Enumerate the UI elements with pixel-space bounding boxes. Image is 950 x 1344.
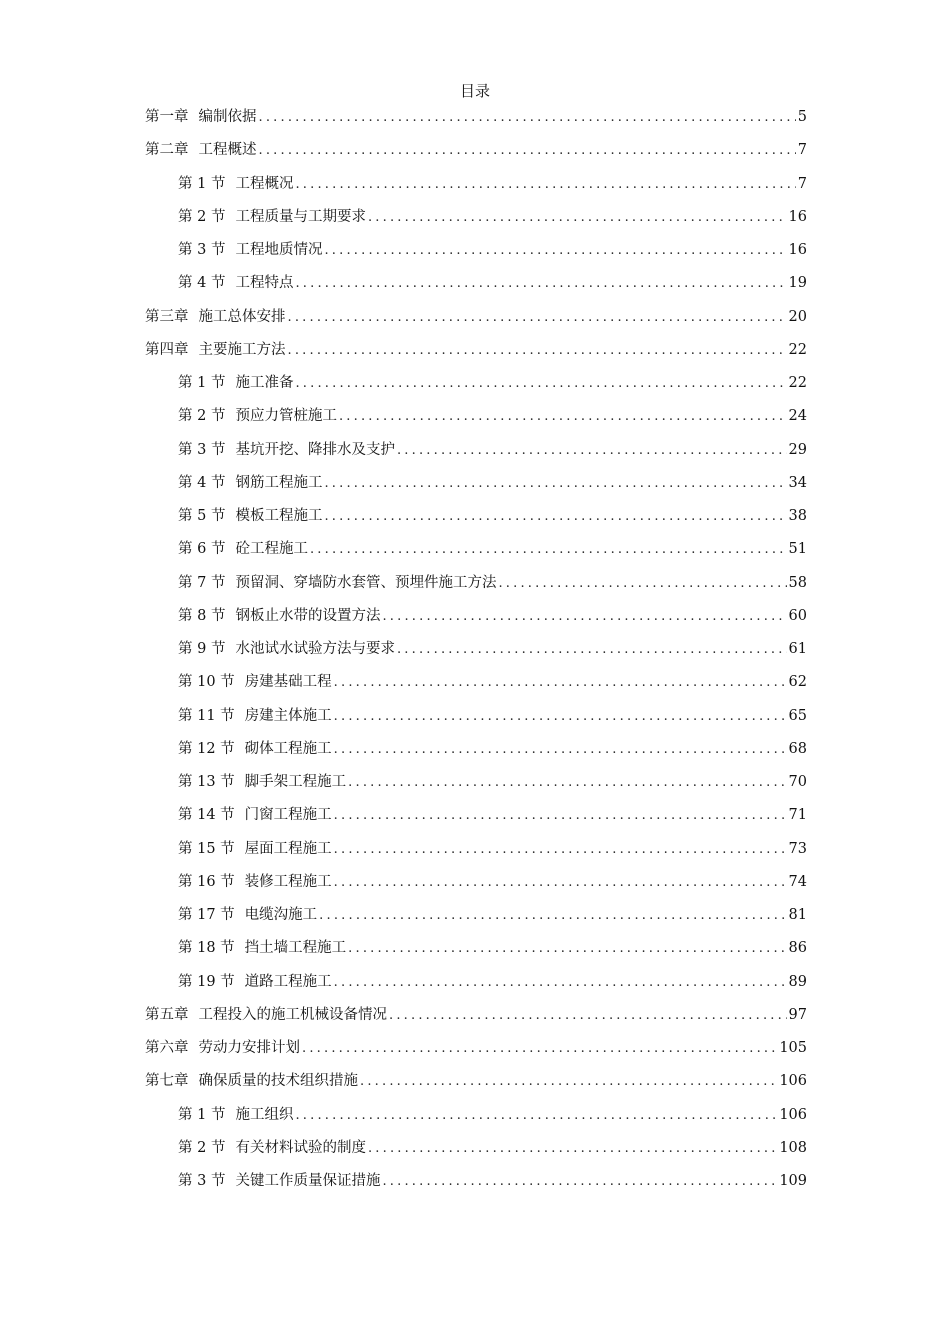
toc-entry[interactable] bbox=[145, 1036, 807, 1060]
toc-entry-page: 7 bbox=[797, 175, 807, 192]
toc-entry-page: 24 bbox=[788, 408, 807, 425]
toc-entry-number: 第 4 节 bbox=[178, 275, 226, 292]
toc-entry-page: 19 bbox=[788, 275, 807, 292]
toc-entry-page: 62 bbox=[788, 674, 807, 691]
dot-leader bbox=[319, 904, 786, 928]
toc-entry-title: 确保质量的技术组织措施 bbox=[198, 1073, 358, 1090]
toc-entry-page: 51 bbox=[788, 541, 807, 558]
toc-entry[interactable] bbox=[178, 936, 807, 960]
toc-entry-number: 第 4 节 bbox=[178, 474, 226, 491]
toc-entry-number: 第 2 节 bbox=[178, 1139, 226, 1156]
toc-entry-title: 挡土墙工程施工 bbox=[244, 940, 347, 957]
toc-entry[interactable] bbox=[178, 238, 807, 262]
dot-leader bbox=[348, 771, 786, 795]
dot-leader bbox=[360, 1070, 777, 1094]
toc-entry[interactable] bbox=[145, 305, 807, 329]
toc-entry[interactable] bbox=[178, 1136, 807, 1160]
dot-leader bbox=[382, 605, 786, 629]
toc-entry-title: 工程特点 bbox=[235, 275, 294, 292]
toc-entry[interactable] bbox=[178, 205, 807, 229]
dot-leader bbox=[259, 106, 796, 130]
dot-leader bbox=[302, 1037, 777, 1061]
toc-entry[interactable] bbox=[178, 903, 807, 927]
toc-entry-number: 第 1 节 bbox=[178, 375, 226, 391]
toc-entry-number: 第 12 节 bbox=[178, 740, 235, 757]
toc-entry-number: 第 9 节 bbox=[178, 641, 226, 657]
dot-leader bbox=[339, 405, 787, 429]
toc-entry[interactable] bbox=[178, 604, 807, 628]
toc-entry-title: 劳动力安排计划 bbox=[198, 1040, 300, 1056]
toc-entry-title: 道路工程施工 bbox=[244, 973, 332, 990]
toc-entry-title: 主要施工方法 bbox=[198, 341, 286, 358]
toc-entry-page: 81 bbox=[788, 907, 807, 923]
dot-leader bbox=[288, 306, 787, 330]
toc-entry-page: 108 bbox=[779, 1139, 807, 1156]
toc-entry-page: 16 bbox=[788, 208, 807, 225]
toc-entry-number: 第 18 节 bbox=[178, 940, 235, 957]
toc-entry[interactable] bbox=[145, 338, 807, 362]
toc-entry[interactable] bbox=[178, 438, 807, 462]
toc-entry-title: 关键工作质量保证措施 bbox=[235, 1173, 381, 1189]
toc-entry[interactable] bbox=[178, 970, 807, 994]
toc-entry-title: 工程概况 bbox=[235, 175, 294, 192]
toc-entry-number: 第 2 节 bbox=[178, 408, 226, 425]
toc-entry-title: 门窗工程施工 bbox=[244, 807, 332, 824]
dot-leader bbox=[334, 838, 787, 862]
toc-entry-number: 第 2 节 bbox=[178, 208, 226, 225]
toc-entry-title: 施工准备 bbox=[235, 375, 294, 391]
toc-entry-page: 7 bbox=[797, 142, 807, 159]
toc-entry[interactable] bbox=[178, 770, 807, 794]
toc-entry-title: 钢板止水带的设置方法 bbox=[235, 607, 381, 624]
toc-entry-title: 工程地质情况 bbox=[235, 242, 323, 258]
toc-entry-page: 70 bbox=[788, 774, 807, 790]
toc-entry-number: 第 8 节 bbox=[178, 607, 226, 624]
dot-leader bbox=[324, 239, 786, 263]
toc-entry-title: 预应力管桩施工 bbox=[235, 408, 337, 425]
dot-leader bbox=[498, 572, 786, 596]
toc-entry[interactable] bbox=[178, 670, 807, 694]
toc-entry-title: 工程质量与工期要求 bbox=[235, 208, 366, 225]
toc-entry[interactable] bbox=[178, 637, 807, 661]
toc-entry-page: 22 bbox=[788, 375, 807, 391]
dot-leader bbox=[310, 538, 787, 562]
dot-leader bbox=[368, 206, 787, 230]
dot-leader bbox=[334, 705, 787, 729]
toc-entry-title: 施工总体安排 bbox=[198, 308, 286, 325]
toc-entry[interactable] bbox=[178, 471, 807, 495]
toc-entry-title: 房建主体施工 bbox=[244, 707, 332, 724]
toc-entry[interactable] bbox=[178, 704, 807, 728]
toc-entry[interactable] bbox=[178, 1103, 807, 1127]
toc-entry-number: 第五章 bbox=[145, 1006, 189, 1023]
toc-entry-page: 16 bbox=[788, 242, 807, 258]
toc-entry-page: 73 bbox=[788, 840, 807, 857]
toc-entry-title: 模板工程施工 bbox=[235, 508, 323, 524]
toc-entry-page: 34 bbox=[788, 474, 807, 491]
toc-entry-number: 第 19 节 bbox=[178, 973, 235, 990]
toc-entry[interactable] bbox=[178, 737, 807, 761]
toc-entry-number: 第 1 节 bbox=[178, 175, 226, 192]
dot-leader bbox=[295, 372, 786, 396]
toc-entry[interactable] bbox=[145, 1003, 807, 1027]
toc-entry[interactable] bbox=[178, 870, 807, 894]
dot-leader bbox=[334, 804, 787, 828]
toc-entry-title: 基坑开挖、降排水及支护 bbox=[235, 441, 395, 458]
toc-entry-number: 第六章 bbox=[145, 1040, 189, 1056]
toc-entry[interactable] bbox=[178, 837, 807, 861]
toc-entry[interactable] bbox=[178, 1169, 807, 1193]
toc-entry[interactable] bbox=[145, 105, 807, 129]
toc-entry-number: 第 14 节 bbox=[178, 807, 235, 824]
toc-entry[interactable] bbox=[145, 138, 807, 162]
toc-entry-number: 第 11 节 bbox=[178, 707, 235, 724]
toc-entry-title: 预留洞、穿墙防水套管、预埋件施工方法 bbox=[235, 574, 497, 591]
dot-leader bbox=[295, 1104, 777, 1128]
toc-entry-page: 89 bbox=[788, 973, 807, 990]
dot-leader bbox=[324, 505, 786, 529]
toc-entry-number: 第 17 节 bbox=[178, 907, 235, 923]
toc-entry[interactable] bbox=[178, 404, 807, 428]
dot-leader bbox=[348, 937, 786, 961]
dot-leader bbox=[334, 671, 787, 695]
toc-entry-page: 105 bbox=[779, 1040, 807, 1056]
toc-entry-number: 第 5 节 bbox=[178, 508, 226, 524]
toc-entry-page: 71 bbox=[788, 807, 807, 824]
toc-entry-page: 29 bbox=[788, 441, 807, 458]
dot-leader bbox=[397, 439, 787, 463]
toc-entry-number: 第 15 节 bbox=[178, 840, 235, 857]
toc-entry[interactable] bbox=[178, 803, 807, 827]
dot-leader bbox=[288, 339, 787, 363]
toc-entry-number: 第四章 bbox=[145, 341, 189, 358]
toc-entry-title: 施工组织 bbox=[235, 1106, 294, 1123]
toc-entry-page: 38 bbox=[788, 508, 807, 524]
toc-entry-title: 砼工程施工 bbox=[235, 541, 308, 558]
toc-entry-page: 5 bbox=[797, 109, 807, 125]
toc-entry-page: 65 bbox=[788, 707, 807, 724]
toc-entry-title: 编制依据 bbox=[198, 109, 257, 125]
toc-entry-title: 工程概述 bbox=[198, 142, 257, 159]
toc-entry-page: 61 bbox=[788, 641, 807, 657]
toc-entry-number: 第 3 节 bbox=[178, 1173, 226, 1189]
toc-entry[interactable] bbox=[145, 1069, 807, 1093]
dot-leader bbox=[295, 272, 786, 296]
dot-leader bbox=[389, 1004, 787, 1028]
toc-entry-number: 第 1 节 bbox=[178, 1106, 226, 1123]
dot-leader bbox=[324, 472, 786, 496]
toc-entry-page: 58 bbox=[788, 574, 807, 591]
toc-entry[interactable] bbox=[178, 504, 807, 528]
toc-entry-page: 97 bbox=[788, 1006, 807, 1023]
toc-entry-page: 86 bbox=[788, 940, 807, 957]
toc-entry-number: 第 3 节 bbox=[178, 242, 226, 258]
toc-entry-number: 第 7 节 bbox=[178, 574, 226, 591]
toc-entry-number: 第 16 节 bbox=[178, 873, 235, 890]
toc-title: 目录 bbox=[459, 82, 490, 100]
toc-entry[interactable] bbox=[178, 371, 807, 395]
dot-leader bbox=[397, 638, 787, 662]
toc-entry-title: 砌体工程施工 bbox=[244, 740, 332, 757]
toc-entry[interactable] bbox=[178, 537, 807, 561]
toc-entry-page: 22 bbox=[788, 341, 807, 358]
dot-leader bbox=[295, 173, 795, 197]
toc-entry-title: 装修工程施工 bbox=[244, 873, 332, 890]
toc-entry-page: 106 bbox=[779, 1106, 807, 1123]
toc-entry[interactable] bbox=[178, 172, 807, 196]
toc-entry-number: 第 3 节 bbox=[178, 441, 226, 458]
dot-leader bbox=[368, 1137, 777, 1161]
dot-leader bbox=[334, 738, 787, 762]
toc-entry-number: 第一章 bbox=[145, 109, 189, 125]
toc-entry-title: 有关材料试验的制度 bbox=[235, 1139, 366, 1156]
dot-leader bbox=[334, 971, 787, 995]
toc-entry-page: 60 bbox=[788, 607, 807, 624]
toc-entry-page: 106 bbox=[779, 1073, 807, 1090]
toc-entry-number: 第 13 节 bbox=[178, 774, 235, 790]
toc-entry-page: 109 bbox=[779, 1173, 807, 1189]
toc-entry[interactable] bbox=[178, 271, 807, 295]
toc-entry-number: 第 6 节 bbox=[178, 541, 226, 558]
toc-entry-number: 第二章 bbox=[145, 142, 189, 159]
toc-entry-title: 脚手架工程施工 bbox=[244, 774, 347, 790]
toc-entry-title: 房建基础工程 bbox=[244, 674, 332, 691]
toc-entry[interactable] bbox=[178, 571, 807, 595]
dot-leader bbox=[259, 139, 796, 163]
toc-entry-page: 74 bbox=[788, 873, 807, 890]
toc-entry-page: 68 bbox=[788, 740, 807, 757]
dot-leader bbox=[334, 871, 787, 895]
toc-entry-number: 第 10 节 bbox=[178, 674, 235, 691]
toc-entry-title: 水池试水试验方法与要求 bbox=[235, 641, 395, 657]
toc-entry-number: 第七章 bbox=[145, 1073, 189, 1090]
toc-entry-page: 20 bbox=[788, 308, 807, 325]
toc-entry-title: 钢筋工程施工 bbox=[235, 474, 323, 491]
dot-leader bbox=[382, 1170, 777, 1194]
toc-entry-title: 屋面工程施工 bbox=[244, 840, 332, 857]
toc-entry-title: 电缆沟施工 bbox=[244, 907, 318, 923]
toc-entry-title: 工程投入的施工机械设备情况 bbox=[198, 1006, 387, 1023]
toc-entry-number: 第三章 bbox=[145, 308, 189, 325]
